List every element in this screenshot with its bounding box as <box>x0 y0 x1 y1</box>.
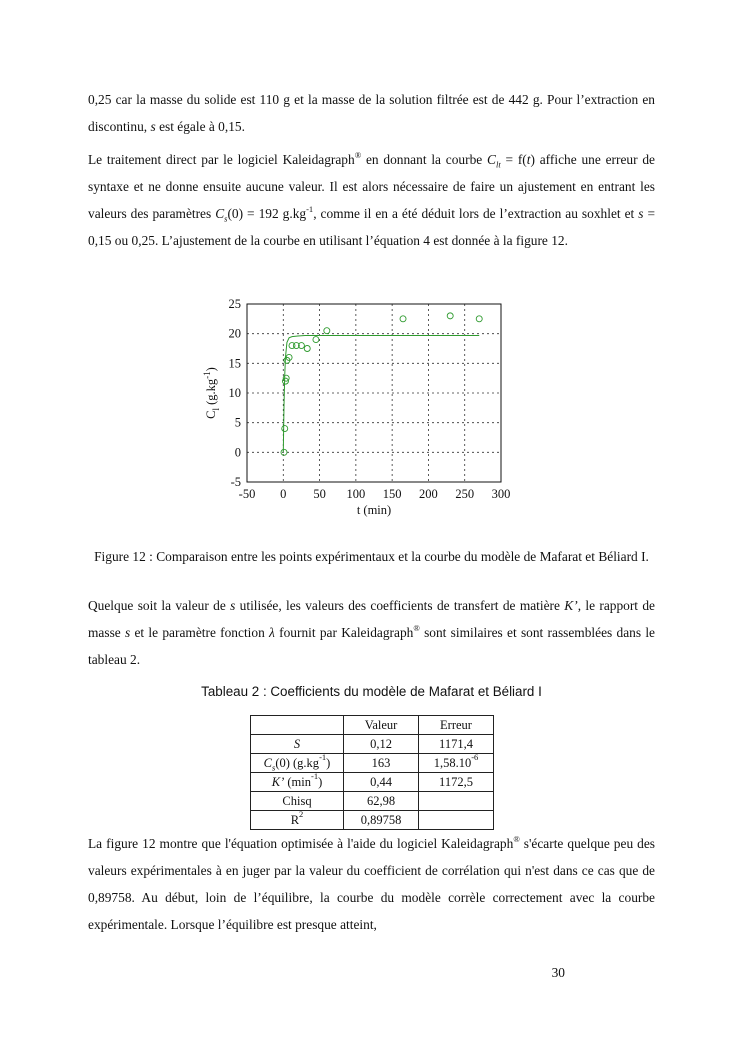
table-row-label: $C_s(0)$ $(g.kg^{-1})$ <box>251 754 344 773</box>
data-point <box>282 426 288 432</box>
data-point <box>281 449 287 455</box>
table-cell-value: 0,89758 <box>344 811 419 830</box>
table-cell-error: 1172,5 <box>419 773 494 792</box>
data-point <box>304 346 310 352</box>
figure-12-chart <box>195 290 525 530</box>
paragraph-3: Quelque soit la valeur de s utilisée, les valeurs des coefficients de transfert de matière K’, le rapport de masse s et le paramètre fonction λ fournit par Kaleidagraph® sont similaires et sont rassemblées dans le tableau 2. <box>88 598 655 667</box>
x-tick-label: 100 <box>346 487 366 501</box>
x-axis-label: t (min) <box>356 503 392 517</box>
y-tick-label: 15 <box>228 356 241 371</box>
table-row-label: K’ $(\min^{-1})$ <box>251 773 344 792</box>
figure-caption: Figure 12 : Comparaison entre les points expérimentaux et la courbe du modèle de Mafarat et Béliard I. <box>94 549 649 564</box>
table-cell-value: 0,44 <box>344 773 419 792</box>
data-point <box>313 337 319 343</box>
table-cell-error <box>419 811 494 830</box>
y-tick-label: 5 <box>234 415 241 430</box>
x-tick-label: 300 <box>491 487 511 501</box>
table-header-cell: Erreur <box>419 716 494 735</box>
y-tick-label: 25 <box>228 297 241 311</box>
data-point <box>447 313 453 319</box>
table-cell-value: 62,98 <box>344 792 419 811</box>
table-row <box>251 773 494 792</box>
y-tick-label: 0 <box>234 445 241 460</box>
table-title: Tableau 2 : Coefficients du modèle de Mafarat et Béliard I <box>201 684 542 699</box>
table-header-cell <box>251 716 344 735</box>
data-point <box>324 328 330 334</box>
paragraph-4: La figure 12 montre que l'équation optimisée à l'aide du logiciel Kaleidagraph® s'écarte quelque peu des valeurs expérimentales à en juger par la valeur du coefficient de corrélation qui n'est dans ce cas que de 0,89758. Au début, loin de l’équilibre, la courbe du modèle corrèle correctement avec la courbe expérimentale. Lorsque l’équilibre est presque atteint, <box>88 833 656 932</box>
y-axis-ticks <box>229 297 242 489</box>
table-row-label: $R^2$ <box>251 811 344 830</box>
y-tick-label: 20 <box>228 326 241 341</box>
table-row <box>251 792 494 811</box>
table-row <box>251 754 494 773</box>
model-curve <box>283 335 479 452</box>
table-header-row <box>251 716 494 735</box>
table-row <box>251 811 494 830</box>
y-tick-label: -5 <box>230 475 241 489</box>
x-axis-ticks <box>239 487 511 501</box>
coefficients-table <box>250 715 494 830</box>
table-cell-error: $1,58.10^{-6}$ <box>419 754 494 773</box>
table-cell-error: 1171,4 <box>419 735 494 754</box>
table-header-cell: Valeur <box>344 716 419 735</box>
table-row <box>251 735 494 754</box>
data-point <box>476 316 482 322</box>
paragraph-1: 0,25 car la masse du solide est 110 g et la masse de la solution filtrée est de 442 g. Pour l’extraction en discontinu, s est égale à 0,15. <box>88 92 655 134</box>
x-tick-label: -50 <box>238 487 256 501</box>
x-tick-label: 250 <box>455 487 475 501</box>
paragraph-2: Le traitement direct par le logiciel Kaleidagraph® en donnant la courbe $C_{lt} = f(t)$ affiche une erreur de syntaxe et ne donne ensuite aucune valeur. Il est alors nécessaire de faire un ajustement en entrant les valeurs des paramètres $C_s(0) = 192$ $g.kg^{-1}$, comme il en a été déduit lors de l’extraction au soxhlet et s = 0,15 ou 0,25. L’ajustement de la courbe en utilisant l’équation 4 est donnée à la figure 12. <box>88 149 656 248</box>
table-cell-value: 163 <box>344 754 419 773</box>
x-tick-label: 0 <box>280 487 287 501</box>
data-point <box>400 316 406 322</box>
y-tick-label: 10 <box>228 386 241 400</box>
x-tick-label: 50 <box>313 487 326 501</box>
x-tick-label: 200 <box>419 487 438 501</box>
page-number: 30 <box>551 965 565 980</box>
table-cell-value: 0,12 <box>344 735 419 754</box>
table-cell-error <box>419 792 494 811</box>
chart-series <box>281 313 482 455</box>
x-tick-label: 150 <box>382 487 402 501</box>
y-axis-label: $C_l$ $(g.kg^{-1})$ <box>202 367 221 419</box>
table-row-label: Chisq <box>251 792 344 811</box>
table-row-label: S <box>251 735 344 754</box>
